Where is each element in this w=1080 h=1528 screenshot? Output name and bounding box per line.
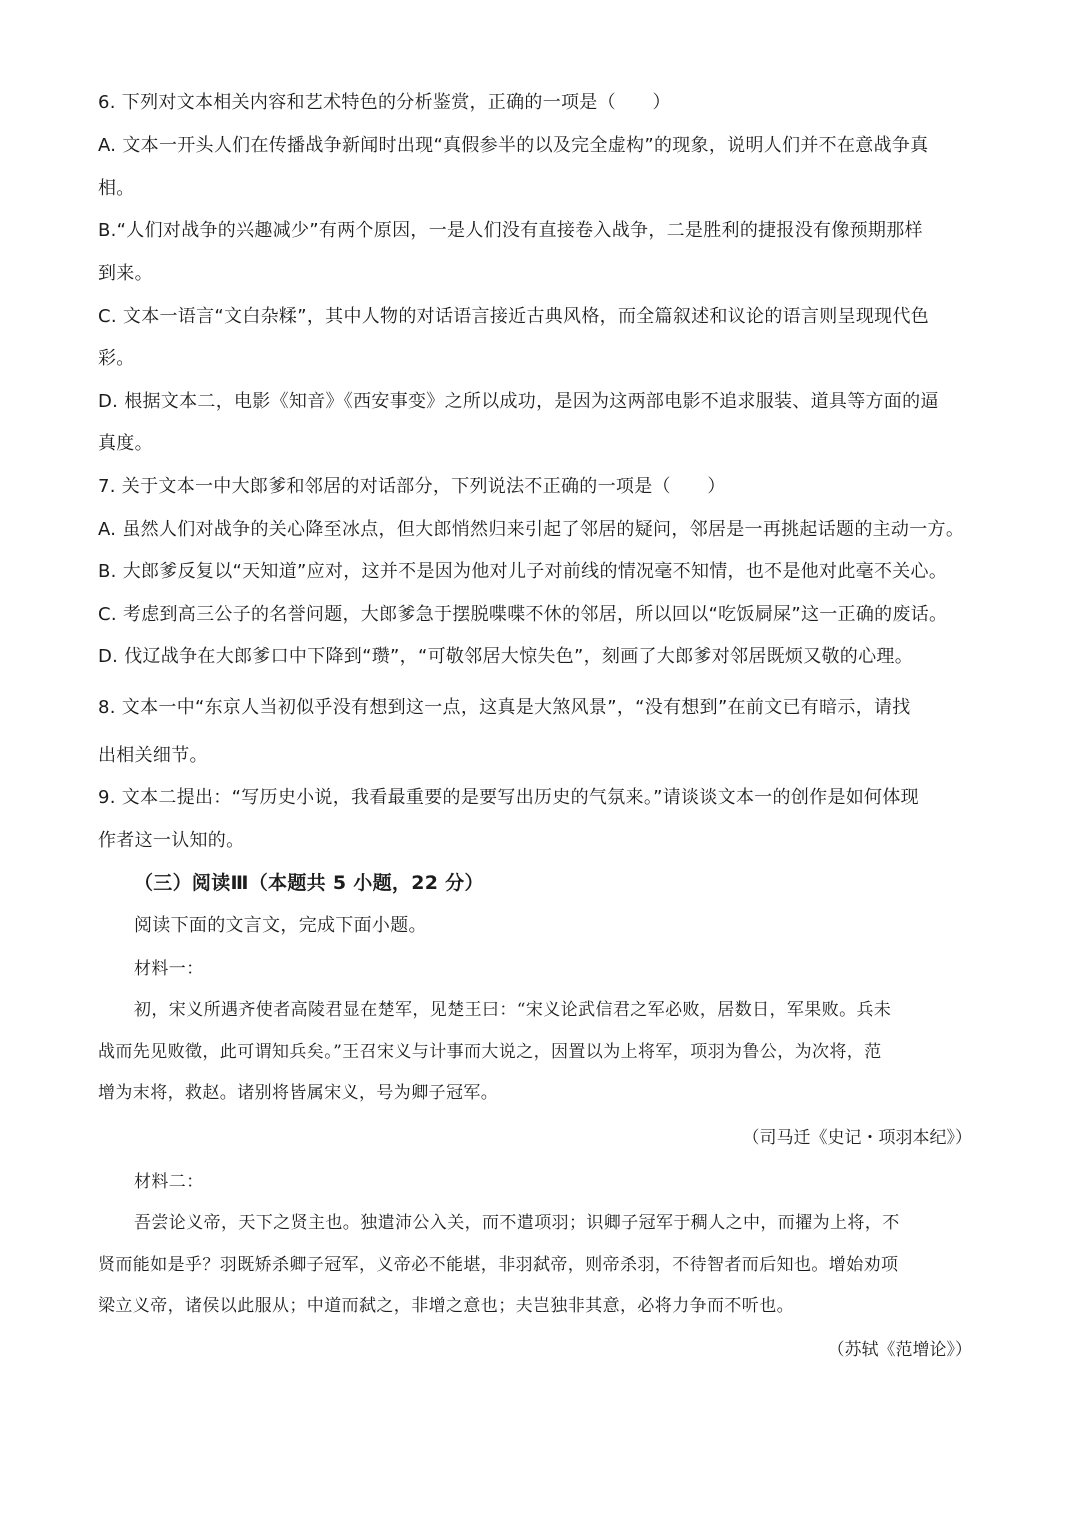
section-intro: 阅读下面的文言文，完成下面小题。 xyxy=(134,915,427,936)
material2-line2: 贤而能如是乎？羽既矫杀卿子冠军，义帝必不能堪，非羽弑帝，则帝杀羽，不待智者而后知也。增始劝项 xyxy=(98,1255,899,1275)
q9-line1: 9. 文本二提出：“写历史小说，我看最重要的是要写出历史的气氛来。”请谈谈文本一的创作是如何体现 xyxy=(98,787,919,808)
section-heading: （三）阅读Ⅲ（本题共 5 小题，22 分） xyxy=(134,872,484,894)
material2-line3: 梁立义帝，诸侯以此服从；中道而弑之，非增之意也；夫岂独非其意，必将力争而不听也。 xyxy=(98,1296,794,1316)
q6-option-d-line2: 真度。 xyxy=(98,433,153,454)
material2-label: 材料二： xyxy=(134,1172,204,1192)
q6-option-a-line2: 相。 xyxy=(98,178,135,199)
material1-label: 材料一： xyxy=(134,959,204,979)
q6-option-c-line1: C. 文本一语言“文白杂糅”，其中人物的对话语言接近古典风格，而全篇叙述和议论的语言则呈现现代色 xyxy=(98,306,930,327)
q6-option-a-line1: A. 文本一开头人们在传播战争新闻时出现“真假参半的以及完全虚构”的现象，说明人们并不在意战争真 xyxy=(98,135,929,156)
q7-option-c: C. 考虑到高三公子的名誉问题，大郎爹急于摆脱喋喋不休的邻居，所以回以“吃饭屙屎”这一正确的废话。 xyxy=(98,604,948,625)
material2-source: （苏轼《范增论》） xyxy=(827,1340,972,1360)
q9-line2: 作者这一认知的。 xyxy=(98,830,245,851)
material1-line3: 增为末将，救赵。诸别将皆属宋义，号为卿子冠军。 xyxy=(98,1083,499,1103)
q6-stem: 6. 下列对文本相关内容和艺术特色的分析鉴赏，正确的一项是（ ） xyxy=(98,92,671,113)
q7-stem: 7. 关于文本一中大郎爹和邻居的对话部分，下列说法不正确的一项是（ ） xyxy=(98,476,726,497)
q6-option-b-line2: 到来。 xyxy=(98,263,153,284)
q8-line2: 出相关细节。 xyxy=(98,745,208,766)
q8-line1: 8. 文本一中“东京人当初似乎没有想到这一点，这真是大煞风景”，“没有想到”在前文已有暗示，请找 xyxy=(98,697,911,718)
material1-line2: 战而先见败徵，此可谓知兵矣。”王召宋义与计事而大说之，因置以为上将军，项羽为鲁公，为次将，范 xyxy=(98,1042,882,1062)
q7-option-a: A. 虽然人们对战争的关心降至冰点，但大郎悄然归来引起了邻居的疑问，邻居是一再挑起话题的主动一方。 xyxy=(98,519,965,540)
q6-option-c-line2: 彩。 xyxy=(98,348,135,369)
material1-line1: 初，宋义所遇齐使者高陵君显在楚军，见楚王曰：“宋义论武信君之军必败，居数日，军果败。兵未 xyxy=(134,1000,892,1020)
material1-source: （司马迁《史记・项羽本纪》） xyxy=(742,1128,972,1148)
q6-option-d-line1: D. 根据文本二，电影《知音》《西安事变》之所以成功，是因为这两部电影不追求服装、道具等方面的逼 xyxy=(98,391,939,412)
material2-line1: 吾尝论义帝，天下之贤主也。独遣沛公入关，而不遣项羽；识卿子冠军于稠人之中，而擢为上将，不 xyxy=(134,1213,900,1233)
q7-option-b: B. 大郎爹反复以“天知道”应对，这并不是因为他对儿子对前线的情况毫不知情，也不是他对此毫不关心。 xyxy=(98,561,948,582)
q7-option-d: D. 伐辽战争在大郎爹口中下降到“瓒”，“可敬邻居大惊失色”，刻画了大郎爹对邻居既烦又敬的心理。 xyxy=(98,646,913,667)
q6-option-b-line1: B.“人们对战争的兴趣减少”有两个原因，一是人们没有直接卷入战争，二是胜利的捷报没有像预期那样 xyxy=(98,220,923,241)
